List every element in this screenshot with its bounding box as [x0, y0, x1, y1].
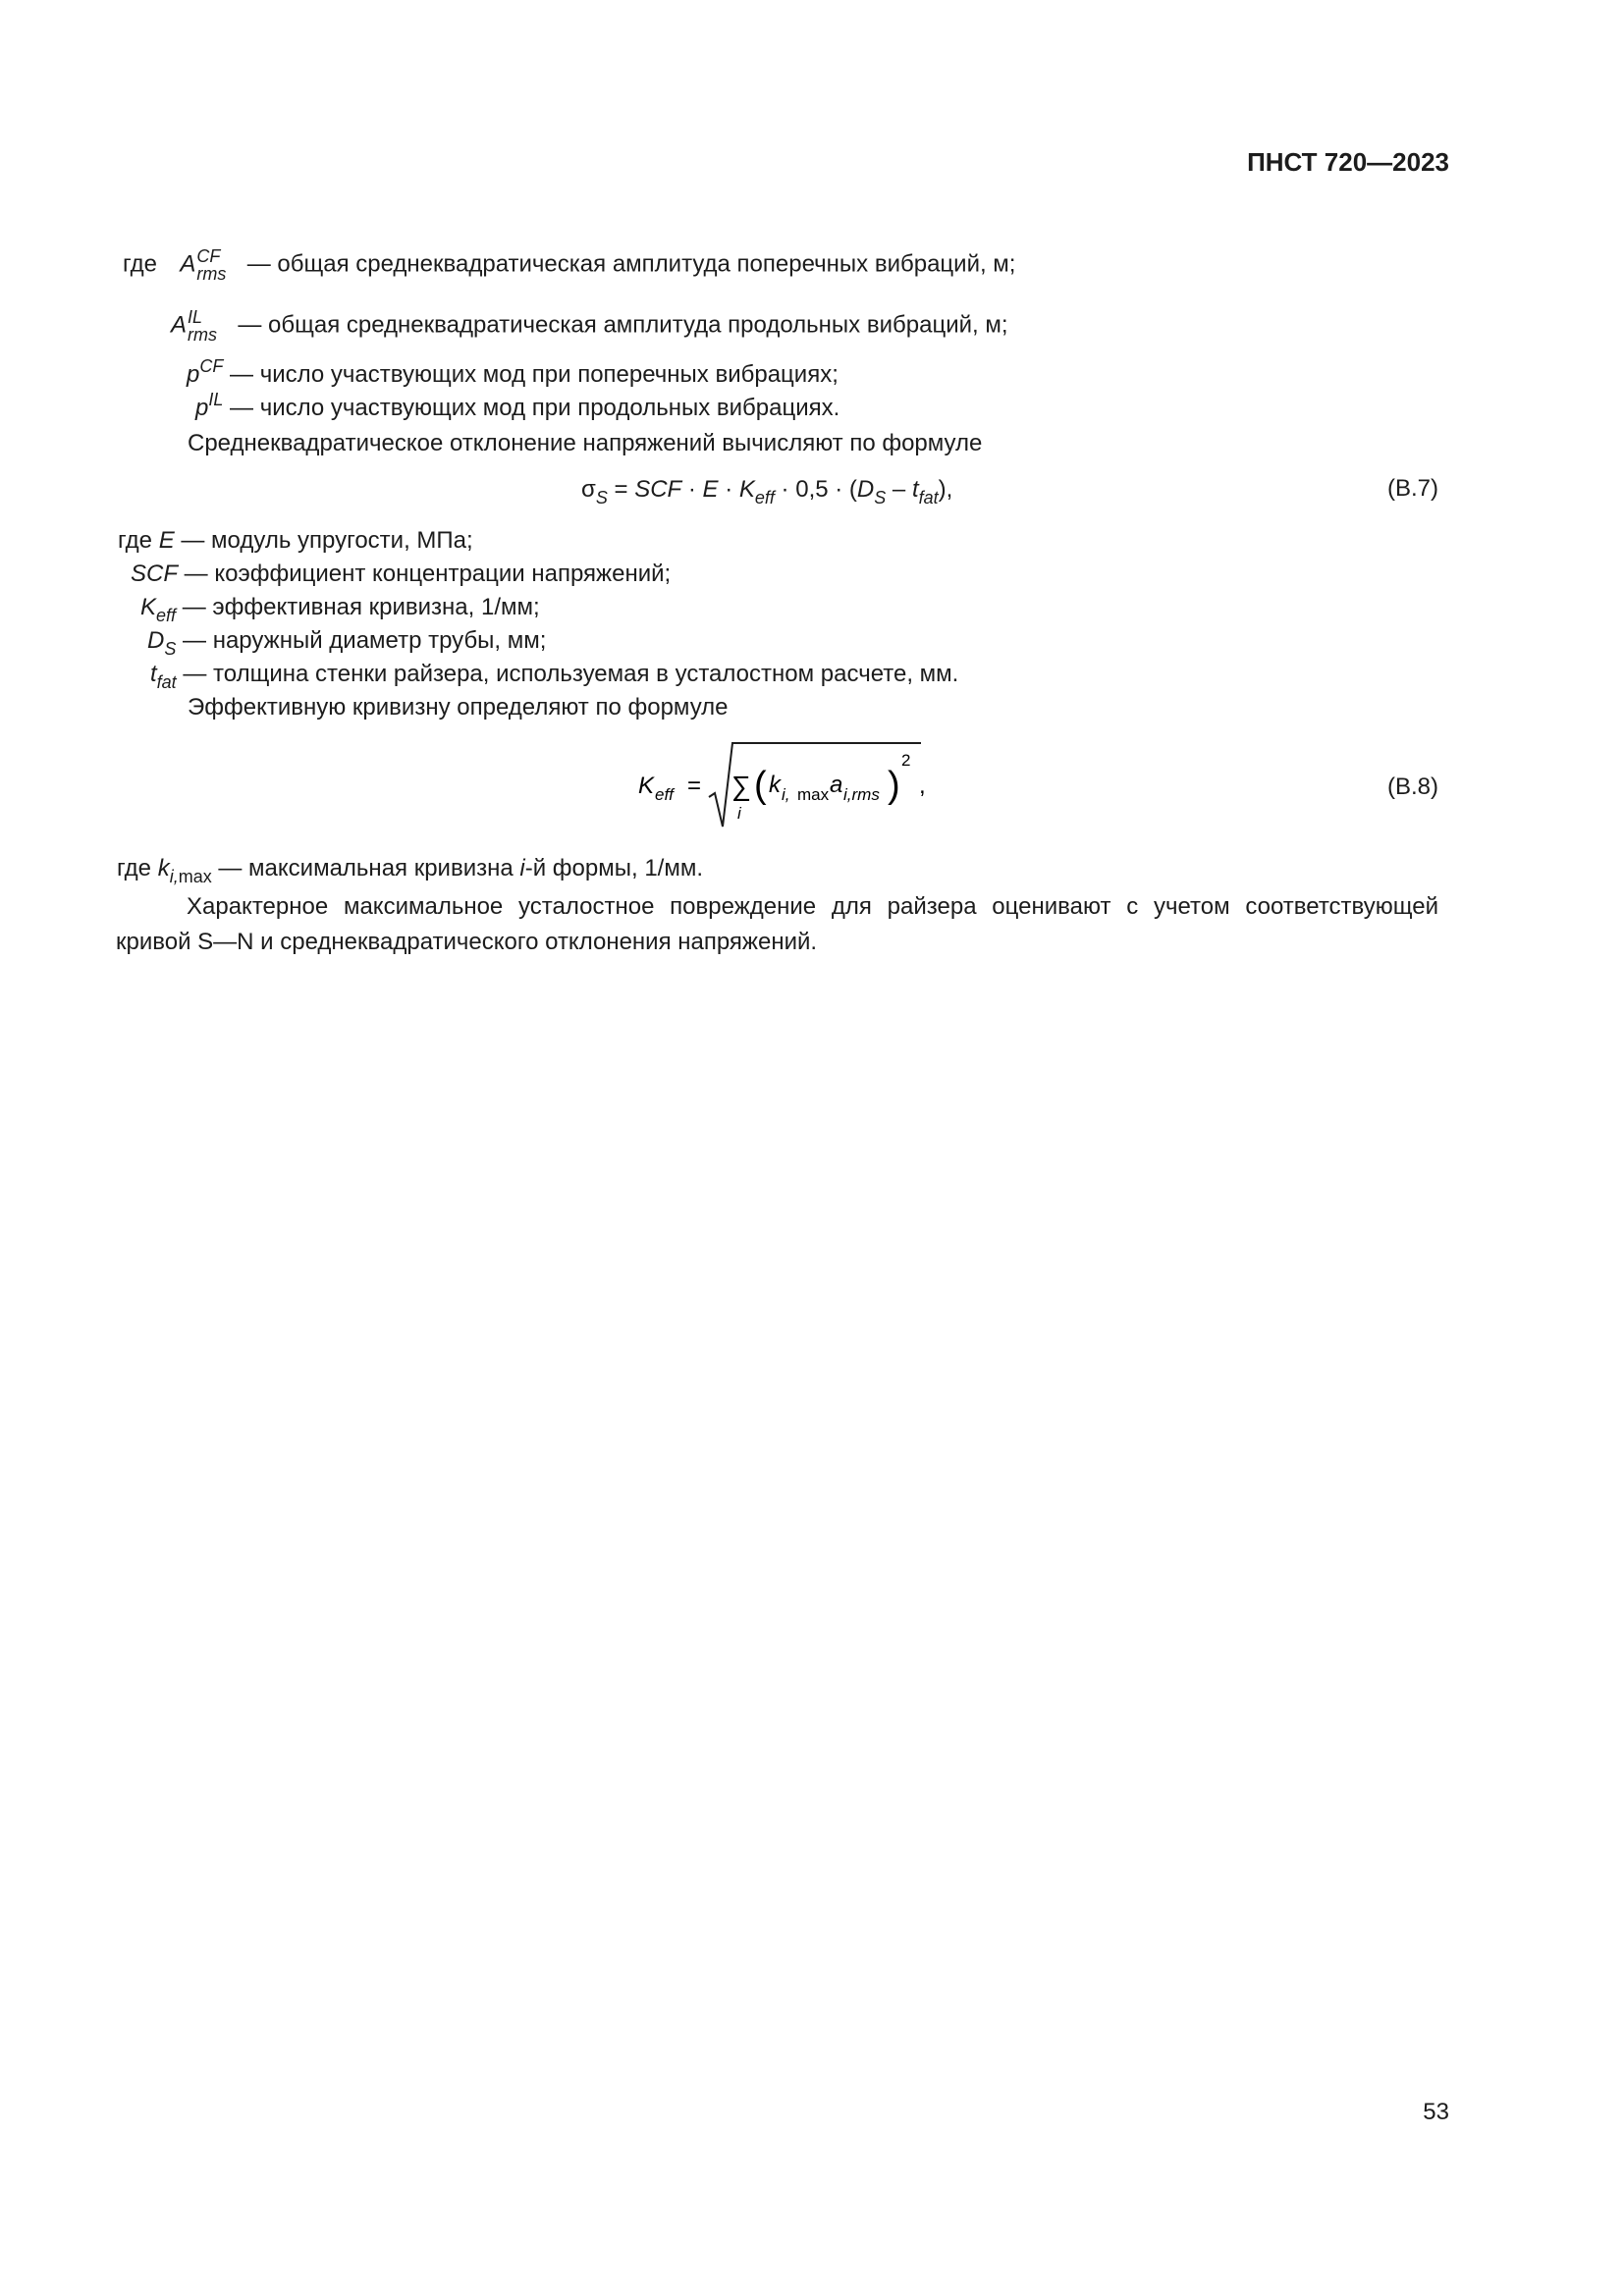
- equals-sign: =: [607, 476, 635, 503]
- document-id: ПНСТ 720—2023: [1247, 147, 1449, 177]
- symbol-k: K: [140, 594, 157, 620]
- def-e: [118, 526, 473, 556]
- intro-formula-b8: Эффективную кривизну определяют по формуле: [188, 694, 729, 721]
- def-text-end: -й формы, 1/мм.: [524, 855, 704, 881]
- left-paren: (: [754, 765, 767, 806]
- symbol-e: E: [158, 527, 175, 554]
- formula-end: ),: [938, 476, 953, 503]
- symbol-a: A: [171, 311, 188, 339]
- comma: ,: [919, 773, 926, 799]
- subscript-rms: rms: [196, 264, 227, 284]
- symbol-t: t: [150, 661, 157, 687]
- def-a-cf: [123, 247, 1015, 283]
- superscript-il: IL: [208, 390, 224, 409]
- formula-b8: [628, 736, 943, 834]
- def-text: — максимальная кривизна: [211, 855, 520, 881]
- symbol-i: i: [519, 855, 525, 881]
- symbol-d: D: [856, 476, 875, 503]
- minus-sign: –: [886, 476, 912, 503]
- subscript-i: i,: [169, 867, 179, 886]
- formula-b7: [581, 475, 952, 506]
- superscript-cf: CF: [196, 246, 221, 266]
- subscript-max: max: [797, 785, 830, 804]
- formula-number-b7: (В.7): [1386, 475, 1438, 502]
- def-scf: [131, 560, 671, 589]
- superscript-cf: CF: [199, 356, 224, 376]
- subscript-fat: fat: [156, 672, 177, 692]
- symbol-k: K: [738, 476, 755, 503]
- subscript-s: S: [164, 639, 177, 659]
- subscript-rms: rms: [188, 325, 218, 345]
- def-text: — число участвующих мод при поперечных вибрациях;: [230, 361, 839, 388]
- def-text: — эффективная кривизна, 1/мм;: [182, 594, 540, 620]
- where-label: где: [118, 527, 153, 554]
- def-text: — коэффициент концентрации напряжений;: [184, 561, 672, 587]
- def-a-il: [171, 308, 1008, 344]
- symbol-a: A: [180, 250, 196, 278]
- where-label: где: [123, 250, 158, 278]
- def-p-il: [195, 390, 840, 424]
- intro-formula-b7: Среднеквадратическое отклонение напряжений вычисляют по формуле: [188, 430, 983, 456]
- sigma-symbol: σ: [581, 476, 596, 503]
- subscript-eff: eff: [655, 785, 674, 804]
- subscript-i-rms: i,rms: [843, 785, 880, 804]
- right-paren: ): [888, 765, 900, 806]
- def-text: — толщина стенки райзера, используемая в усталостном расчете, мм.: [183, 661, 959, 687]
- def-text: — общая среднеквадратическая амплитуда поперечных вибраций, м;: [246, 250, 1016, 278]
- def-text: — общая среднеквадратическая амплитуда продольных вибраций, м;: [238, 311, 1008, 339]
- formula-middle: · 0,5 · (: [774, 476, 857, 503]
- def-text: — число участвующих мод при продольных вибрациях.: [230, 395, 840, 421]
- conclusion-paragraph: Характерное максимальное усталостное повреждение для райзера оценивают с учетом соответствующей кривой S—N и среднеквадратического отклонения напряжений.: [116, 893, 1438, 955]
- symbol-k-lower: k: [157, 855, 170, 881]
- symbol-e: E: [702, 476, 719, 503]
- dot-operator: ·: [718, 476, 739, 503]
- sum-index: i: [737, 804, 741, 823]
- def-text: — модуль упругости, МПа;: [181, 527, 473, 554]
- def-ds: [147, 626, 546, 657]
- symbol-scf: SCF: [131, 561, 178, 587]
- symbol-a-lower: a: [830, 772, 843, 798]
- symbol-scf: SCF: [634, 476, 682, 503]
- where-label: где: [117, 855, 152, 881]
- symbol-k: K: [638, 773, 655, 799]
- symbol-t: t: [911, 476, 919, 503]
- subscript-s: S: [874, 488, 887, 507]
- def-k-max: [117, 854, 703, 884]
- formula-number-b8: (В.8): [1386, 774, 1438, 800]
- power-2: 2: [901, 751, 911, 770]
- def-tfat: [150, 660, 958, 690]
- sum-symbol: ∑: [731, 771, 751, 801]
- equals-sign: =: [687, 773, 702, 799]
- superscript-il: IL: [188, 307, 203, 327]
- symbol-p: p: [195, 395, 209, 421]
- def-keff: [140, 593, 540, 623]
- subscript-eff: eff: [754, 488, 775, 507]
- def-p-cf: [187, 356, 839, 391]
- subscript-fat: fat: [918, 488, 939, 507]
- subscript-i: i,: [782, 785, 790, 804]
- symbol-p: p: [187, 361, 200, 388]
- def-text: — наружный диаметр трубы, мм;: [183, 627, 547, 654]
- page-number: 53: [1423, 2099, 1449, 2125]
- dot-operator: ·: [681, 476, 703, 503]
- subscript-max: max: [178, 867, 212, 886]
- subscript-eff: eff: [156, 606, 177, 625]
- symbol-d: D: [147, 627, 165, 654]
- subscript-s: S: [595, 488, 608, 507]
- symbol-k-lower: k: [769, 772, 781, 798]
